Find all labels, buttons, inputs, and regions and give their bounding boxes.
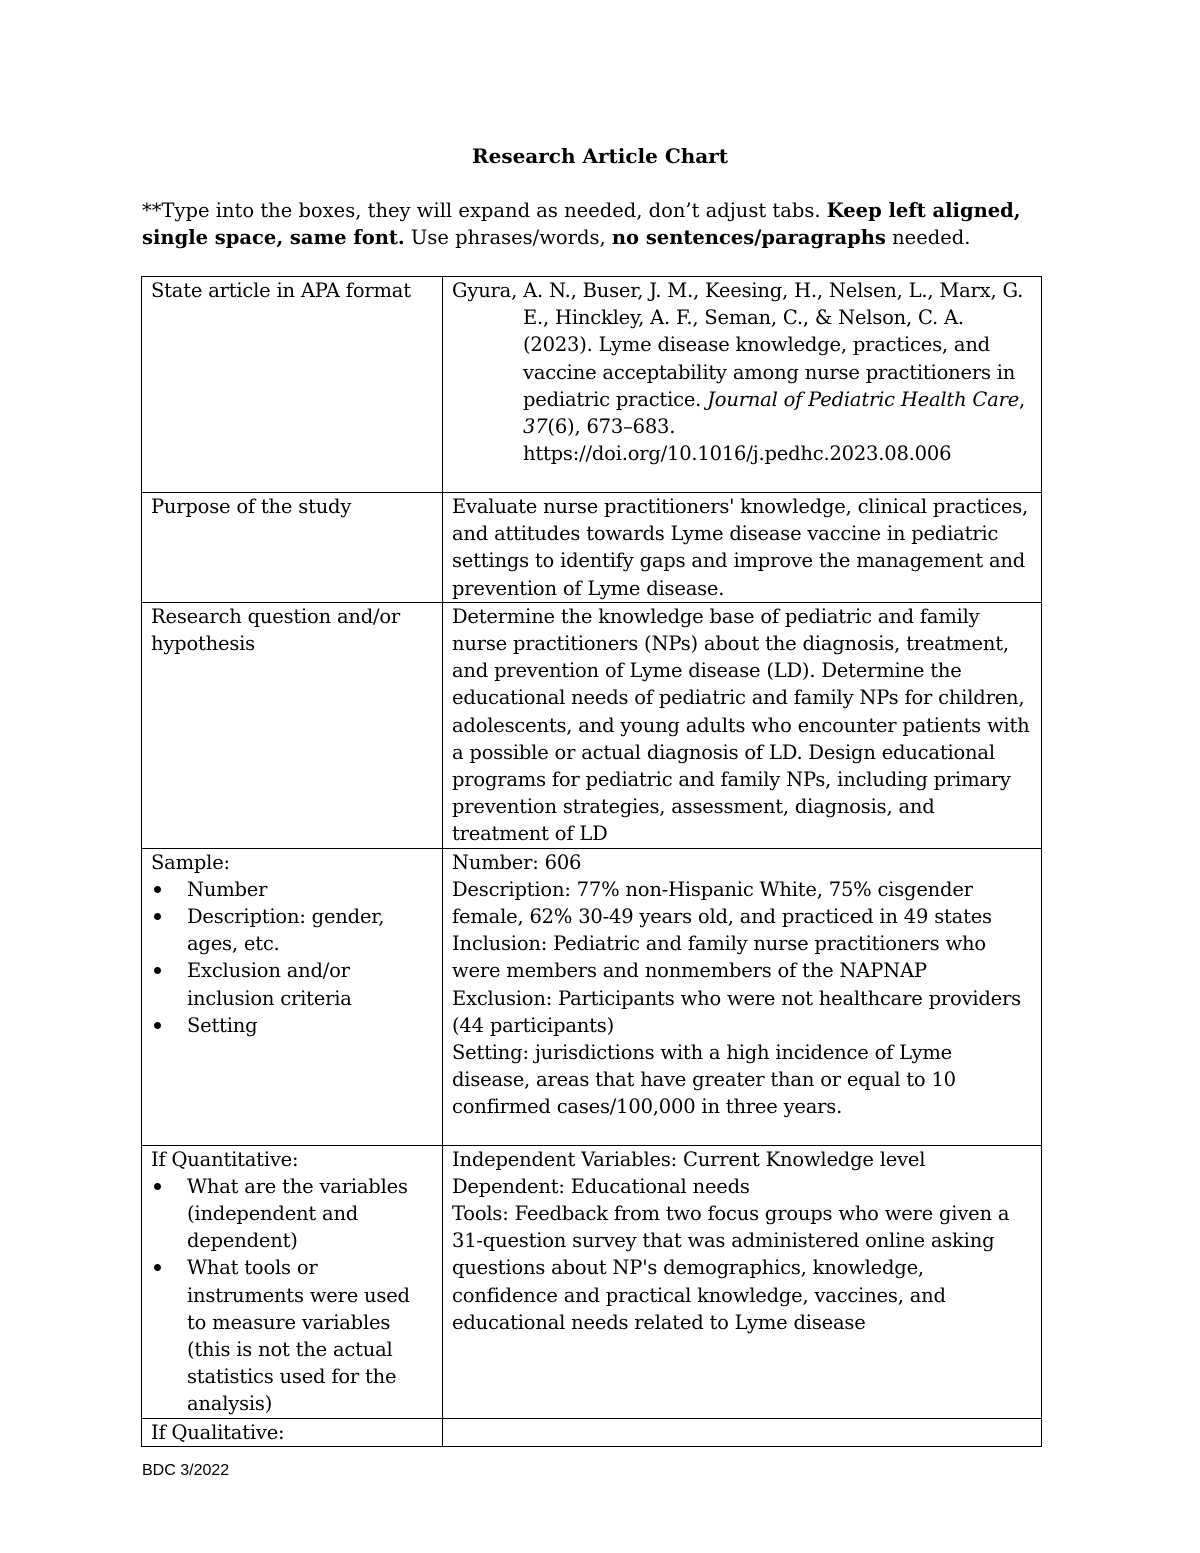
- sample-bullet-list: [151, 876, 433, 1039]
- sample-label: Sample:: [151, 850, 230, 874]
- sample-bullet: Number: [151, 876, 433, 903]
- apa-sep: ,: [1019, 387, 1026, 411]
- instructions-bold-2: no sentences/paragraphs: [611, 226, 886, 249]
- sample-number: Number: 606: [452, 850, 582, 874]
- sample-setting: Setting: jurisdictions with a high incidence of Lyme disease, areas that have greater than or equal to 10 confirmed cases/100,000 in three years.: [452, 1041, 956, 1119]
- apa-value-cell[interactable]: [443, 277, 1042, 493]
- apa-pages-doi: (6), 673–683. https://doi.org/10.1016/j.pedhc.2023.08.006: [523, 415, 952, 466]
- apa-journal: Journal of Pediatric Health Care: [707, 387, 1020, 411]
- sample-value-cell[interactable]: [443, 848, 1042, 1145]
- sample-label-cell: [142, 848, 443, 1145]
- footer-version: BDC 3/2022: [142, 1462, 230, 1479]
- qualitative-row: [142, 1418, 1042, 1446]
- page-title: Research Article Chart: [471, 144, 729, 168]
- question-label: Research question and/or hypothesis: [142, 602, 443, 848]
- instructions-text-1: **Type into the boxes, they will expand as needed, don’t adjust tabs.: [142, 199, 827, 222]
- quantitative-label-cell: [142, 1145, 443, 1418]
- instructions: [142, 197, 1047, 251]
- qualitative-value[interactable]: [443, 1418, 1042, 1446]
- sample-bullet: Description: gender, ages, etc.: [151, 903, 433, 957]
- research-chart-table: [141, 276, 1042, 1447]
- question-value[interactable]: Determine the knowledge base of pediatric and family nurse practitioners (NPs) about the diagnosis, treatment, and prevention of Lyme disease (LD). Determine the educational needs of pediatric and family NPs for children, adolescents, and young adults who encounter patients with a possible or actual diagnosis of LD. Design educational programs for pediatric and family NPs, including primary prevention strategies, assessment, diagnosis, and treatment of LD: [443, 602, 1042, 848]
- purpose-value[interactable]: Evaluate nurse practitioners' knowledge, clinical practices, and attitudes towards Lyme disease vaccine in pediatric settings to identify gaps and improve the management and prevention of Lyme disease.: [443, 493, 1042, 603]
- sample-row: [142, 848, 1042, 1145]
- sample-inclusion: Inclusion: Pediatric and family nurse practitioners who were members and nonmembers of the NAPNAP: [452, 932, 986, 983]
- qualitative-label: If Qualitative:: [142, 1418, 443, 1446]
- quantitative-bullet: What are the variables (independent and dependent): [151, 1173, 433, 1255]
- sample-exclusion: Exclusion: Participants who were not healthcare providers (44 participants): [452, 986, 1021, 1037]
- quantitative-tools: Tools: Feedback from two focus groups who were given a 31-question survey that was administered online asking questions about NP's demographics, knowledge, confidence and practical knowledge, vaccines, and educational needs related to Lyme disease: [452, 1202, 1010, 1334]
- purpose-row: [142, 493, 1042, 603]
- quantitative-independent: Independent Variables: Current Knowledge level: [452, 1147, 926, 1171]
- apa-row: [142, 277, 1042, 493]
- apa-label: State article in APA format: [142, 277, 443, 493]
- quantitative-value-cell[interactable]: [443, 1145, 1042, 1418]
- sample-bullet: Exclusion and/or inclusion criteria: [151, 957, 433, 1011]
- quantitative-label: If Quantitative:: [151, 1147, 299, 1171]
- quantitative-dependent: Dependent: Educational needs: [452, 1174, 750, 1198]
- quantitative-bullet: What tools or instruments were used to measure variables (this is not the actual statistics used for the analysis): [151, 1254, 433, 1417]
- apa-volume: 37: [523, 415, 548, 439]
- sample-description: Description: 77% non-Hispanic White, 75% cisgender female, 62% 30-49 years old, and practiced in 49 states: [452, 877, 992, 929]
- quantitative-row: [142, 1145, 1042, 1418]
- instructions-text-2: Use phrases/words,: [404, 226, 612, 249]
- apa-reference-text: Gyura, A. N., Buser, J. M., Keesing, H., Nelsen, L., Marx, G. E., Hinckley, A. F., Seman, C., & Nelson, C. A. (2023). Lyme disease knowledge, practices, and vaccine acceptability among nurse practitioners in pediatric practice.: [452, 279, 1024, 411]
- purpose-label: Purpose of the study: [142, 493, 443, 603]
- sample-bullet: Setting: [151, 1012, 433, 1039]
- question-row: [142, 602, 1042, 848]
- instructions-bold-1: Keep left aligned, single space, same font.: [142, 199, 1021, 249]
- apa-reference: [452, 277, 1032, 467]
- instructions-text-3: needed.: [885, 226, 971, 249]
- quantitative-bullet-list: [151, 1173, 433, 1418]
